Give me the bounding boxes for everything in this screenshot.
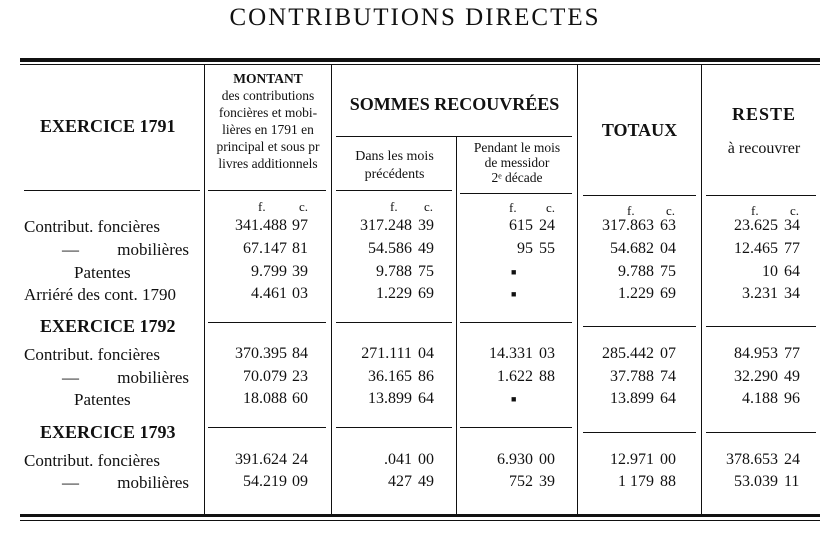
reste-francs: 12.465 xyxy=(734,240,778,257)
section-rule xyxy=(706,432,816,433)
tot-centimes: 74 xyxy=(660,368,676,385)
pend-francs: 1.622 xyxy=(497,368,533,385)
montant-francs: 341.488 xyxy=(235,217,287,234)
montant-francs: 18.088 xyxy=(243,390,287,407)
montant-francs: 67.147 xyxy=(243,240,287,257)
pend-francs: 95 xyxy=(517,240,533,257)
montant-francs: 54.219 xyxy=(243,473,287,490)
unit-f: f. xyxy=(390,199,398,214)
header-pendant-line: Pendant le mois xyxy=(473,140,561,155)
section-rule xyxy=(460,322,572,323)
montant-centimes: 97 xyxy=(292,217,308,234)
tot-francs: 1 179 xyxy=(618,473,654,490)
tot-francs: 12.971 xyxy=(610,451,654,468)
section-rule xyxy=(460,427,572,428)
montant-francs: 9.799 xyxy=(251,263,287,280)
unit-f: f. xyxy=(509,200,517,215)
row-label: Patentes xyxy=(74,390,131,409)
prec-francs: .041 xyxy=(384,451,412,468)
montant-francs: 370.395 xyxy=(235,345,287,362)
prec-francs: 317.248 xyxy=(360,217,412,234)
pend-empty-mark: ■ xyxy=(511,289,517,299)
montant-centimes: 39 xyxy=(292,263,308,280)
section-rule xyxy=(583,432,696,433)
pend-centimes: 88 xyxy=(539,368,555,385)
pend-francs: 752 xyxy=(509,473,533,490)
reste-francs: 3.231 xyxy=(742,285,778,302)
header-rule xyxy=(336,190,452,191)
tot-francs: 317.863 xyxy=(602,217,654,234)
pend-centimes: 00 xyxy=(539,451,555,468)
pend-empty-mark: ■ xyxy=(511,267,517,277)
prec-centimes: 69 xyxy=(418,285,434,302)
reste-francs: 32.290 xyxy=(734,368,778,385)
row-label: — mobilières xyxy=(62,368,190,387)
header-montant-line: des contributions xyxy=(221,88,315,103)
header-mois-line: précédents xyxy=(364,167,425,182)
section-rule xyxy=(583,326,696,327)
montant-francs: 4.461 xyxy=(251,285,287,302)
header-rule xyxy=(460,193,572,194)
section-rule xyxy=(706,326,816,327)
section-rule xyxy=(208,322,326,323)
tot-centimes: 88 xyxy=(660,473,676,490)
prec-francs: 36.165 xyxy=(368,368,412,385)
header-sommes: SOMMES RECOUVRÉES xyxy=(349,94,560,114)
row-label: Contribut. foncières xyxy=(24,217,160,236)
reste-centimes: 77 xyxy=(784,345,800,362)
unit-c: c. xyxy=(299,199,309,214)
pend-centimes: 03 xyxy=(539,345,555,362)
header-mois-line: Dans les mois xyxy=(355,149,434,164)
table-top-rule xyxy=(20,58,820,62)
pend-francs: 615 xyxy=(509,217,533,234)
header-exercice: EXERCICE 1791 xyxy=(40,116,176,136)
montant-centimes: 03 xyxy=(292,285,308,302)
prec-francs: 427 xyxy=(388,473,412,490)
prec-centimes: 64 xyxy=(418,390,434,407)
reste-centimes: 96 xyxy=(784,390,800,407)
header-reste: RESTE xyxy=(731,104,797,124)
table-bottom-rule-thin xyxy=(20,520,820,521)
unit-f: f. xyxy=(627,203,635,218)
row-label: Contribut. foncières xyxy=(24,345,160,364)
pend-centimes: 24 xyxy=(539,217,555,234)
header-rule xyxy=(24,190,200,191)
header-montant-line: livres additionnels xyxy=(218,156,318,171)
section-rule xyxy=(336,427,452,428)
row-label: Contribut. foncières xyxy=(24,451,160,470)
header-montant-line: MONTANT xyxy=(233,71,303,86)
pend-francs: 14.331 xyxy=(489,345,533,362)
tot-francs: 37.788 xyxy=(610,368,654,385)
reste-centimes: 34 xyxy=(784,217,800,234)
table-top-rule-thin xyxy=(20,64,820,65)
montant-centimes: 84 xyxy=(292,345,308,362)
header-pendant xyxy=(457,140,577,185)
montant-centimes: 09 xyxy=(292,473,308,490)
tot-centimes: 69 xyxy=(660,285,676,302)
header-montant-line: foncières et mobi- xyxy=(218,105,318,120)
reste-francs: 4.188 xyxy=(742,390,778,407)
montant-francs: 391.624 xyxy=(235,451,287,468)
unit-f: f. xyxy=(751,203,759,218)
tot-centimes: 04 xyxy=(660,240,676,257)
reste-centimes: 64 xyxy=(784,263,800,280)
header-rule xyxy=(706,195,816,196)
tot-centimes: 00 xyxy=(660,451,676,468)
section-heading: EXERCICE 1792 xyxy=(40,316,176,336)
tot-francs: 54.682 xyxy=(610,240,654,257)
row-label: Arriéré des cont. 1790 xyxy=(24,285,177,304)
header-rule xyxy=(336,136,572,137)
reste-francs: 10 xyxy=(762,263,778,280)
row-label: Patentes xyxy=(74,263,131,282)
reste-centimes: 11 xyxy=(784,473,800,490)
pend-francs: 6.930 xyxy=(497,451,533,468)
tot-centimes: 75 xyxy=(660,263,676,280)
prec-centimes: 75 xyxy=(418,263,434,280)
tot-francs: 285.442 xyxy=(602,345,654,362)
montant-francs: 70.079 xyxy=(243,368,287,385)
montant-centimes: 60 xyxy=(292,390,308,407)
section-rule xyxy=(208,427,326,428)
unit-c: c. xyxy=(424,199,434,214)
montant-centimes: 23 xyxy=(292,368,308,385)
prec-centimes: 49 xyxy=(418,240,434,257)
prec-francs: 9.788 xyxy=(376,263,412,280)
prec-francs: 54.586 xyxy=(368,240,412,257)
tot-centimes: 63 xyxy=(660,217,676,234)
reste-centimes: 24 xyxy=(784,451,800,468)
unit-c: c. xyxy=(546,200,556,215)
unit-c: c. xyxy=(790,203,800,218)
reste-centimes: 34 xyxy=(784,285,800,302)
tot-centimes: 07 xyxy=(660,345,676,362)
unit-c: c. xyxy=(666,203,676,218)
reste-francs: 84.953 xyxy=(734,345,778,362)
tot-francs: 1.229 xyxy=(618,285,654,302)
prec-francs: 13.899 xyxy=(368,390,412,407)
prec-centimes: 86 xyxy=(418,368,434,385)
unit-f: f. xyxy=(258,199,266,214)
header-montant-line: lières en 1791 en xyxy=(222,122,314,137)
prec-francs: 271.111 xyxy=(361,345,412,362)
reste-centimes: 77 xyxy=(784,240,800,257)
pend-empty-mark: ■ xyxy=(511,394,517,404)
header-mois-precedents xyxy=(333,148,456,184)
header-pendant-line: 2ᵉ décade xyxy=(491,170,543,185)
header-rule xyxy=(583,195,696,196)
section-heading: EXERCICE 1793 xyxy=(40,422,176,442)
page-title: CONTRIBUTIONS DIRECTES xyxy=(229,4,601,31)
row-label: — mobilières xyxy=(62,240,190,259)
montant-centimes: 81 xyxy=(292,240,308,257)
prec-centimes: 49 xyxy=(418,473,434,490)
row-label: — mobilières xyxy=(62,473,190,492)
header-rule xyxy=(208,190,326,191)
tot-centimes: 64 xyxy=(660,390,676,407)
pend-centimes: 39 xyxy=(539,473,555,490)
header-montant xyxy=(206,70,330,172)
section-rule xyxy=(336,322,452,323)
header-totaux: TOTAUX xyxy=(601,120,678,140)
header-montant-line: principal et sous pr xyxy=(216,139,320,154)
tot-francs: 13.899 xyxy=(610,390,654,407)
reste-francs: 23.625 xyxy=(734,217,778,234)
reste-francs: 378.653 xyxy=(726,451,778,468)
header-pendant-line: de messidor xyxy=(484,155,550,170)
table-bottom-rule xyxy=(20,514,820,517)
header-reste-sub: à recouvrer xyxy=(727,140,801,157)
tot-francs: 9.788 xyxy=(618,263,654,280)
prec-francs: 1.229 xyxy=(376,285,412,302)
prec-centimes: 04 xyxy=(418,345,434,362)
prec-centimes: 39 xyxy=(418,217,434,234)
reste-centimes: 49 xyxy=(784,368,800,385)
pend-centimes: 55 xyxy=(539,240,555,257)
montant-centimes: 24 xyxy=(292,451,308,468)
prec-centimes: 00 xyxy=(418,451,434,468)
reste-francs: 53.039 xyxy=(734,473,778,490)
